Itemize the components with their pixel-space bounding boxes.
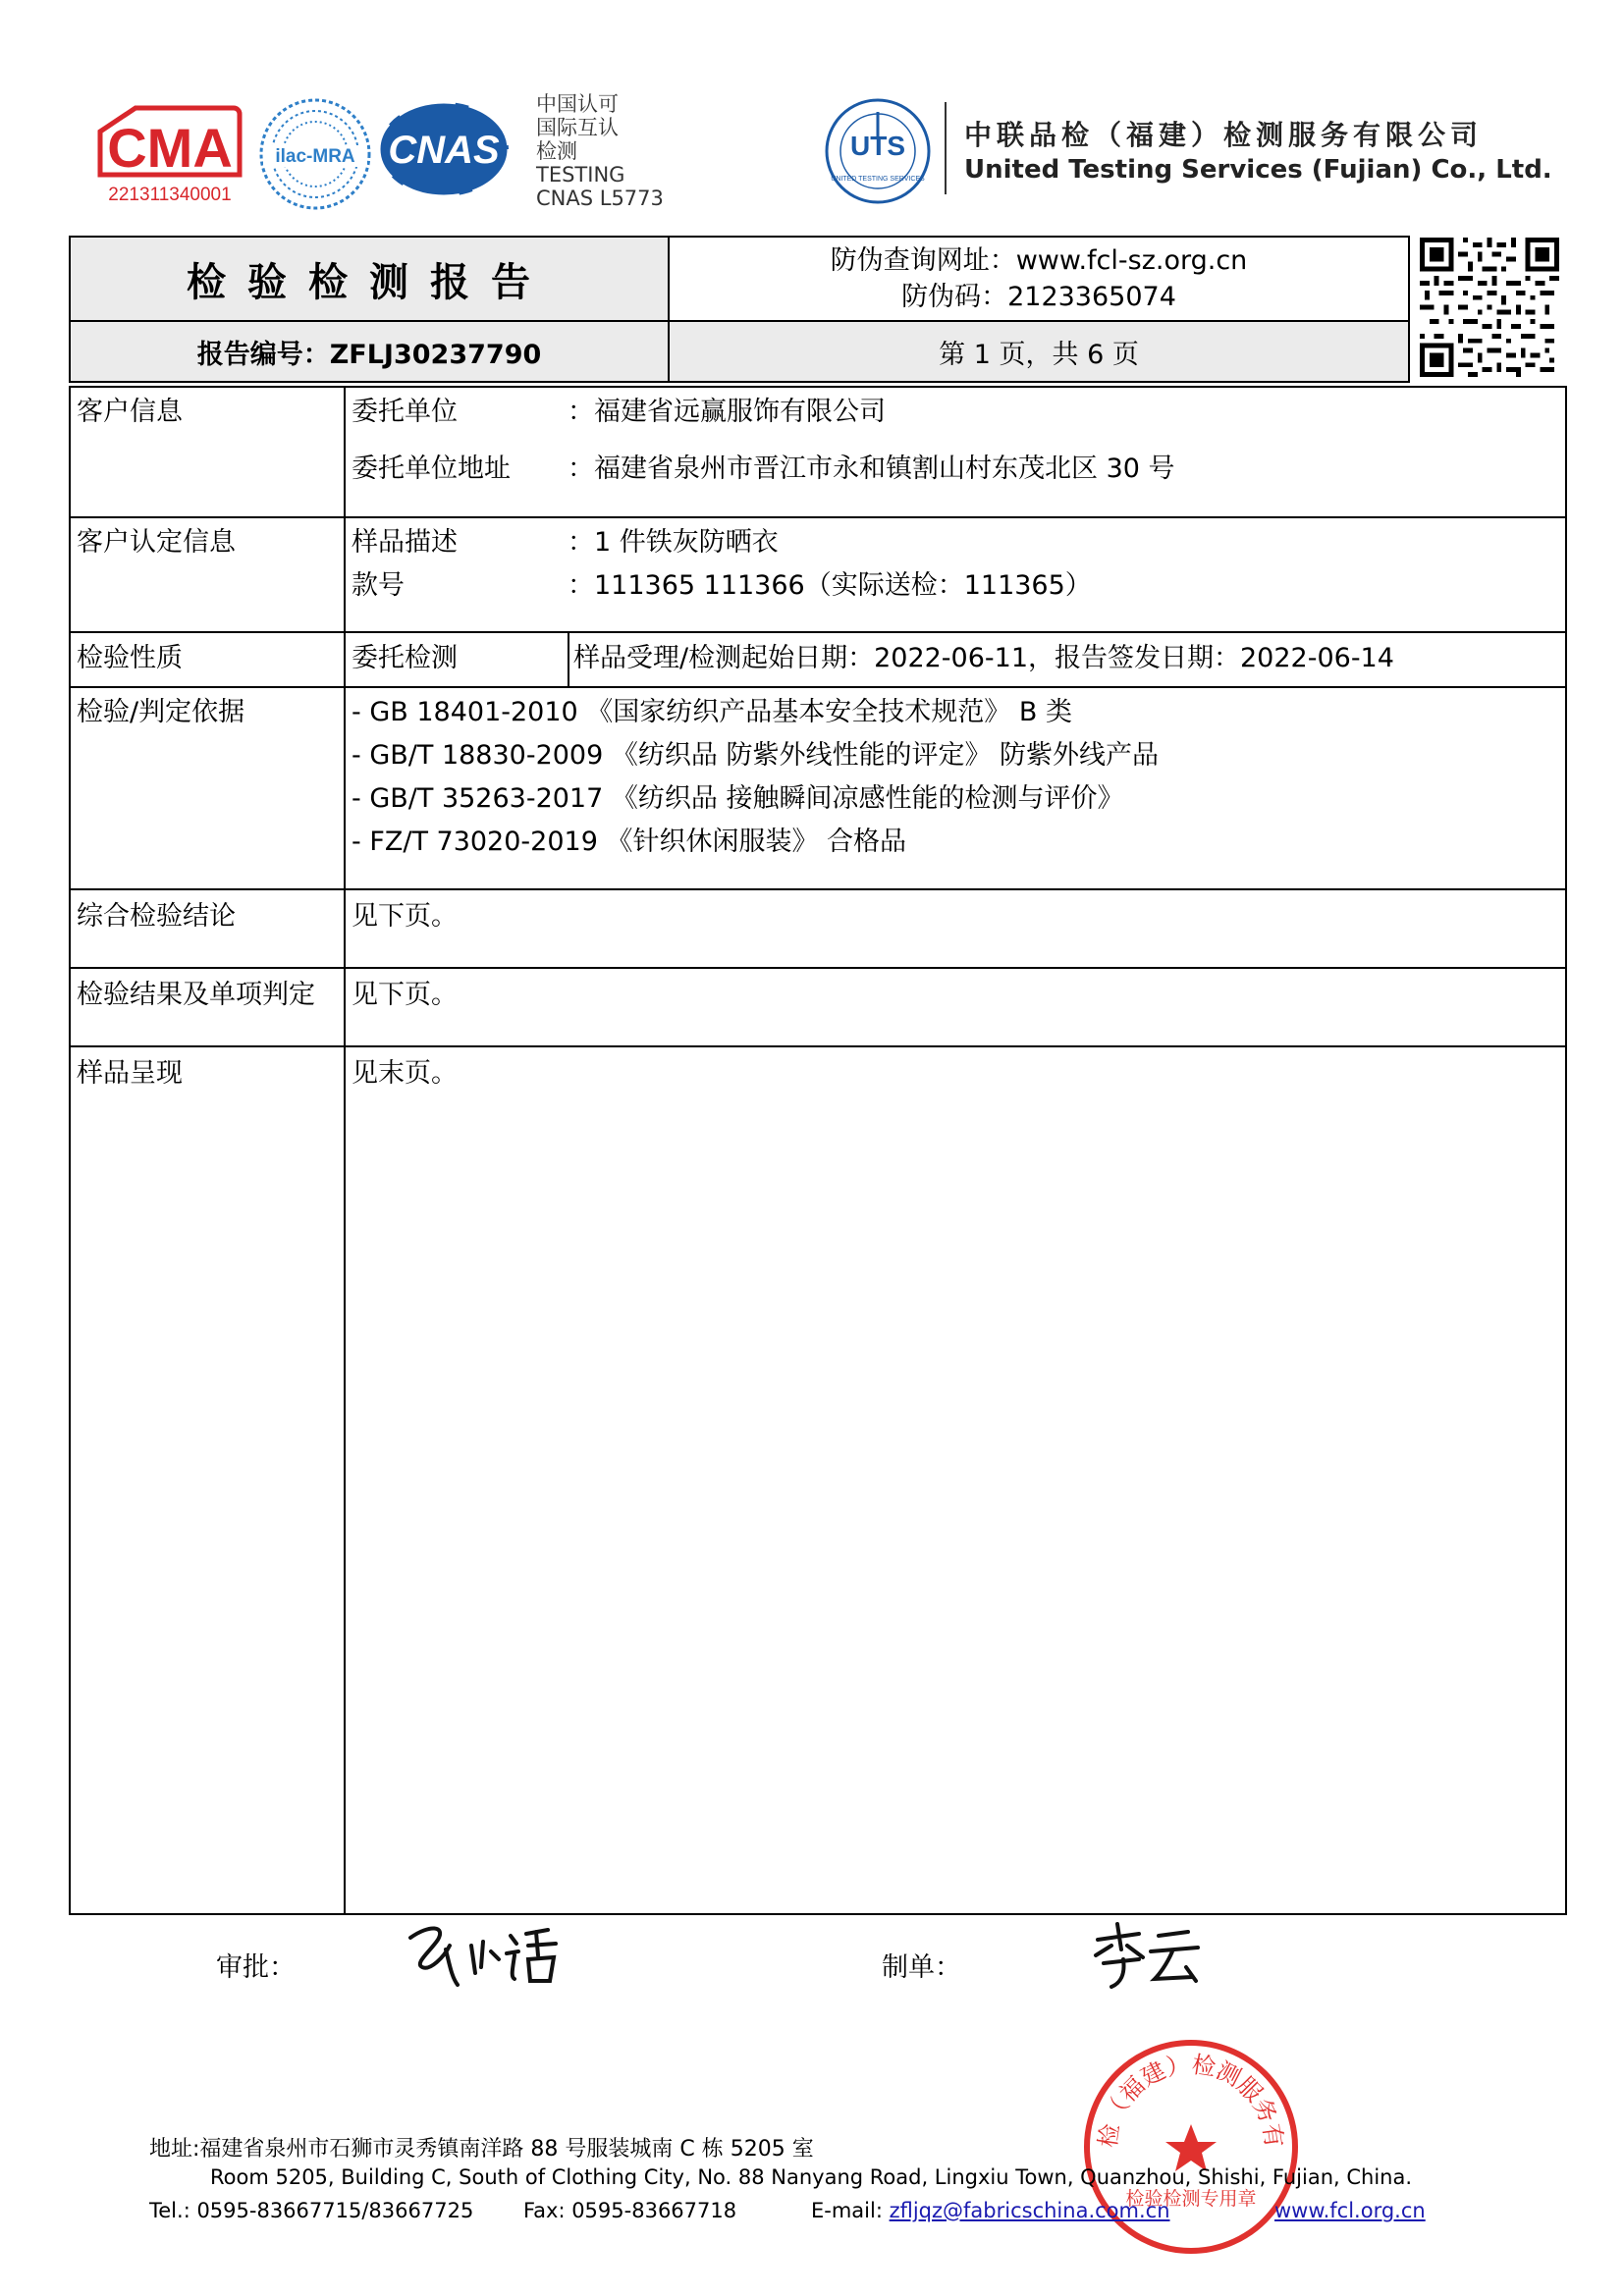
uts-ring-text: UNITED TESTING SERVICES	[831, 176, 925, 183]
official-seal	[1080, 2036, 1302, 2258]
preparer-signature	[1078, 1916, 1208, 1993]
company-name-cn: 中联品检（福建）检测服务有限公司	[964, 119, 1484, 151]
row-divider	[69, 631, 1567, 633]
footer-website-link[interactable]: www.fcl.org.cn	[1274, 2199, 1426, 2222]
conclusion-label: 综合检验结论	[77, 901, 236, 932]
cma-cert-number: 221311340001	[108, 185, 232, 205]
footer-email-label: E-mail:	[811, 2199, 890, 2222]
ilac-mra-logo	[257, 96, 373, 212]
row-divider	[69, 516, 1567, 518]
footer-address-en: Room 5205, Building C, South of Clothing City, No. 88 Nanyang Road, Lingxiu Town, Quanzhou, Shishi, Fujian, China.	[210, 2165, 1413, 2189]
approve-label: 审批：	[216, 1952, 296, 1983]
logo-divider	[945, 102, 947, 194]
entrust-address-value: ：福建省泉州市晋江市永和镇割山村东茂北区 30 号	[568, 454, 1175, 484]
inspection-nature-label: 检验性质	[77, 643, 183, 673]
basis-item: - GB/T 18830-2009 《纺织品 防紫外线性能的评定》 防紫外线产品	[352, 740, 1160, 771]
entrust-unit-label: 委托单位	[352, 397, 458, 427]
footer-tel: Tel.: 0595-83667715/83667725	[149, 2199, 474, 2222]
sample-presentation-label: 样品呈现	[77, 1058, 183, 1089]
approver-signature	[401, 1916, 569, 1995]
anti-fake-url: 防伪查询网址：www.fcl-sz.org.cn	[830, 245, 1248, 276]
results-value: 见下页。	[352, 980, 458, 1010]
cnas-line-5: CNAS L5773	[536, 187, 664, 210]
style-no-value: ：111365 111366（实际送检：111365）	[568, 570, 1092, 601]
cma-logo	[96, 102, 244, 210]
sample-desc-value: ：1 件铁灰防晒衣	[568, 527, 779, 558]
entrust-unit-value: ：福建省远赢服饰有限公司	[568, 397, 886, 427]
cnas-line-4: TESTING	[536, 163, 625, 187]
row-divider	[69, 686, 1567, 688]
inspection-dates: 样品受理/检测起始日期：2022-06-11，报告签发日期：2022-06-14	[573, 643, 1394, 673]
basis-label: 检验/判定依据	[77, 697, 245, 727]
cnas-line-2: 国际互认	[536, 116, 619, 139]
footer-fax: Fax: 0595-83667718	[523, 2199, 737, 2222]
anti-fake-code: 防伪码：2123365074	[901, 282, 1176, 312]
entrust-address-label: 委托单位地址	[352, 454, 511, 484]
cnas-line-3: 检测	[536, 139, 577, 163]
company-name-en: United Testing Services (Fujian) Co., Ltd.	[964, 155, 1552, 185]
nature-cell-divider	[568, 633, 569, 688]
prepare-label: 制单：	[882, 1952, 961, 1983]
conclusion-value: 见下页。	[352, 901, 458, 932]
style-no-label: 款号	[352, 570, 405, 601]
row-divider	[69, 1045, 1567, 1047]
svg-text:中联品检（福建）检测服务有限公司: 检（福建）检测服务有	[1094, 2051, 1288, 2150]
basis-item: - GB/T 35263-2017 《纺织品 接触瞬间凉感性能的检测与评价》	[352, 783, 1124, 814]
uts-letters: UTS	[850, 131, 905, 161]
table-column-divider	[344, 386, 346, 1915]
footer-email-link[interactable]: zfljqz@fabricschina.com.cn	[889, 2199, 1170, 2222]
footer-email-row	[811, 2199, 1170, 2222]
client-info-label: 客户信息	[77, 397, 183, 427]
row-divider	[69, 888, 1567, 890]
sample-desc-label: 样品描述	[352, 527, 458, 558]
anti-fake-info	[668, 236, 1410, 322]
cnas-text: CNAS	[388, 129, 500, 172]
row-divider	[69, 967, 1567, 969]
results-label: 检验结果及单项判定	[77, 980, 315, 1010]
footer-address-cn: 地址:福建省泉州市石狮市灵秀镇南洋路 88 号服装城南 C 栋 5205 室	[149, 2137, 814, 2162]
client-confirm-label: 客户认定信息	[77, 527, 236, 558]
cma-letters: CMA	[107, 117, 233, 179]
page-info: 第 1 页，共 6 页	[668, 320, 1410, 383]
ilac-text: ilac-MRA	[275, 146, 355, 167]
uts-logo	[823, 94, 933, 210]
cnas-line-1: 中国认可	[536, 92, 619, 116]
cnas-description	[536, 92, 683, 210]
inspection-nature-value: 委托检测	[352, 643, 458, 673]
svg-text:检验检测专用章: 检验检测专用章	[1125, 2188, 1257, 2210]
report-number: 报告编号：ZFLJ30237790	[69, 320, 670, 383]
sample-presentation-value: 见末页。	[352, 1058, 458, 1089]
qr-code[interactable]	[1420, 238, 1559, 377]
cnas-logo	[373, 98, 515, 201]
report-main-table	[69, 386, 1567, 1915]
report-title: 检验检测报告	[69, 236, 670, 322]
basis-item: - GB 18401-2010 《国家纺织产品基本安全技术规范》 B 类	[352, 697, 1072, 727]
basis-item: - FZ/T 73020-2019 《针织休闲服装》 合格品	[352, 827, 907, 857]
